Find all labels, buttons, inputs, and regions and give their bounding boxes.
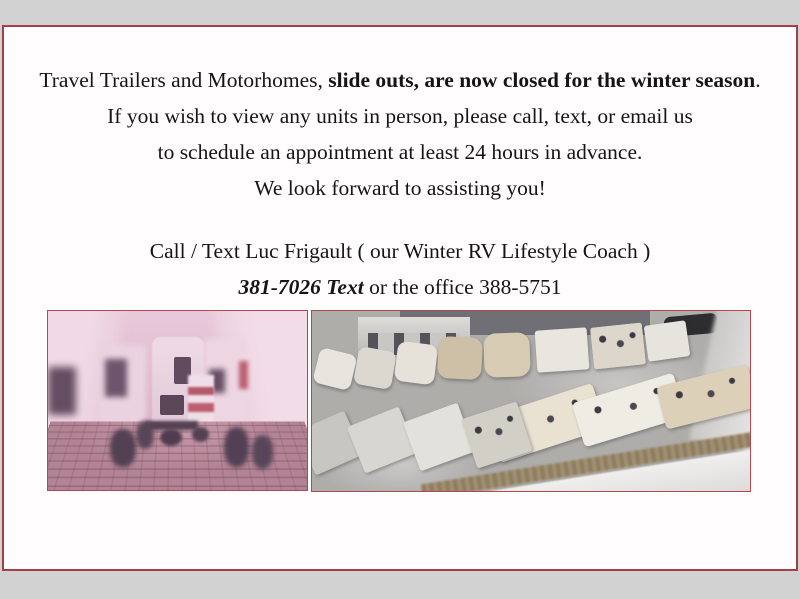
trailer [535,327,590,373]
contact-phone-office: or the office 388-5751 [363,275,562,299]
trailer [353,346,397,390]
caravan-window [160,395,184,415]
notice-line-1 [4,62,796,98]
notice-line1-bold: slide outs, are now closed for the winter season [328,68,756,92]
trailer [644,320,691,361]
notice-line-2: If you wish to view any units in person, please call, text, or email us [107,104,693,128]
rv-window [105,359,127,397]
wheel [252,435,273,469]
notice-line-3: to schedule an appointment at least 24 hours in advance. [157,140,643,164]
contact-phone-text-number: 381-7026 Text [238,275,364,299]
notice-line1-prefix: Travel Trailers and Motorhomes, [39,68,329,92]
wheel [192,427,209,442]
rv-red-stripe [188,403,214,412]
rv-aisle-photo [47,310,308,491]
contact-phone-line [4,269,796,305]
notice-line-4: We look forward to assisting you! [254,176,546,200]
rv-red-stripe [188,387,214,395]
contact-coach-line: Call / Text Luc Frigault ( our Winter RV Lifestyle Coach ) [149,239,651,263]
rv-tail-light [239,361,248,389]
notice-gap [4,206,796,233]
wheel [110,429,136,467]
wheel [136,421,154,449]
notice-text-block [4,62,796,305]
wheel [160,429,182,446]
rv-lot-aerial-photo [311,310,751,492]
motorhome [403,403,475,472]
wheel [224,427,249,467]
motorhome [347,406,418,473]
trailer [312,347,358,391]
trailer [590,322,646,369]
rv-window [48,367,76,415]
notice-line1-suffix: . [755,68,761,92]
trailer [437,336,483,380]
trailer [394,341,439,386]
trailer [483,332,531,378]
